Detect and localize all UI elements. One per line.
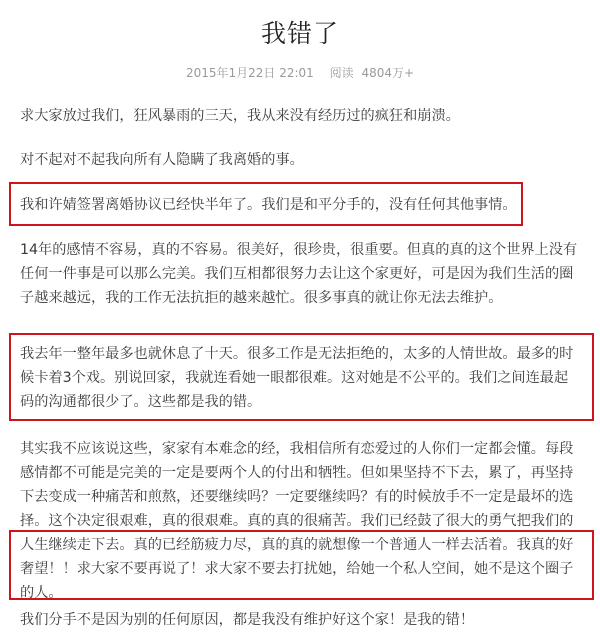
read-label: 阅读 [329,66,354,80]
read-count: 4804万+ [361,66,415,80]
paragraph-1: 求大家放过我们，狂风暴雨的三天，我从来没有经历过的疯狂和崩溃。 [20,108,460,124]
paragraph-2: 对不起对不起我向所有人隐瞒了我离婚的事。 [20,152,304,168]
paragraph-4: 14年的感情不容易，真的不容易。很美好，很珍贵，很重要。但真的真的这个世界上没有任何一件事是可以那么完美。我们互相都很努力去让这个家更好，可是因为我们生活的圈子越来越远，我的工作无法抗拒的越来越忙。很多事真的就让你无法去维护。 [20,242,578,306]
highlight-box-3 [9,530,594,600]
publish-date: 2015年1月22日 22:01 [185,66,314,80]
article-meta [0,64,600,81]
paragraph-6: 其实我不应该说这些，家家有本难念的经，我相信所有恋爱过的人你们一定都会懂。每段感情都不可能是完美的一定是要两个人的付出和牺牲。但如果坚持不下去，累了，再坚持下去变成一种痛苦和煎熬，还要继续吗？一定要继续吗？有的时候放手不一定是最坏的选择。这个决定很艰难，真的很艰难。真的真的很痛苦。我们已经鼓了很大的勇气把我们的人生继续走下去。真的已经筋疲力尽，真的真的就想像一个普通人一样去活着。我真的好奢望！！求大家不要再说了！求大家不要去打扰她，给她一个私人空间，她不是这个圈子的人。 [20,441,574,601]
paragraph-7: 我们分手不是因为别的任何原因，都是我没有维护好这个家！是我的错！ [20,612,475,628]
article-title: 我错了 [260,19,339,48]
paragraph-5: 我去年一整年最多也就休息了十天。很多工作是无法拒绝的，太多的人情世故。最多的时候卡着3个戏。别说回家，我就连看她一眼都很难。这对她是不公平的。我们之间连最起码的沟通都很少了。这些都是我的错。 [20,346,574,410]
paragraph-3: 我和许婧签署离婚协议已经快半年了。我们是和平分手的，没有任何其他事情。 [20,197,517,213]
